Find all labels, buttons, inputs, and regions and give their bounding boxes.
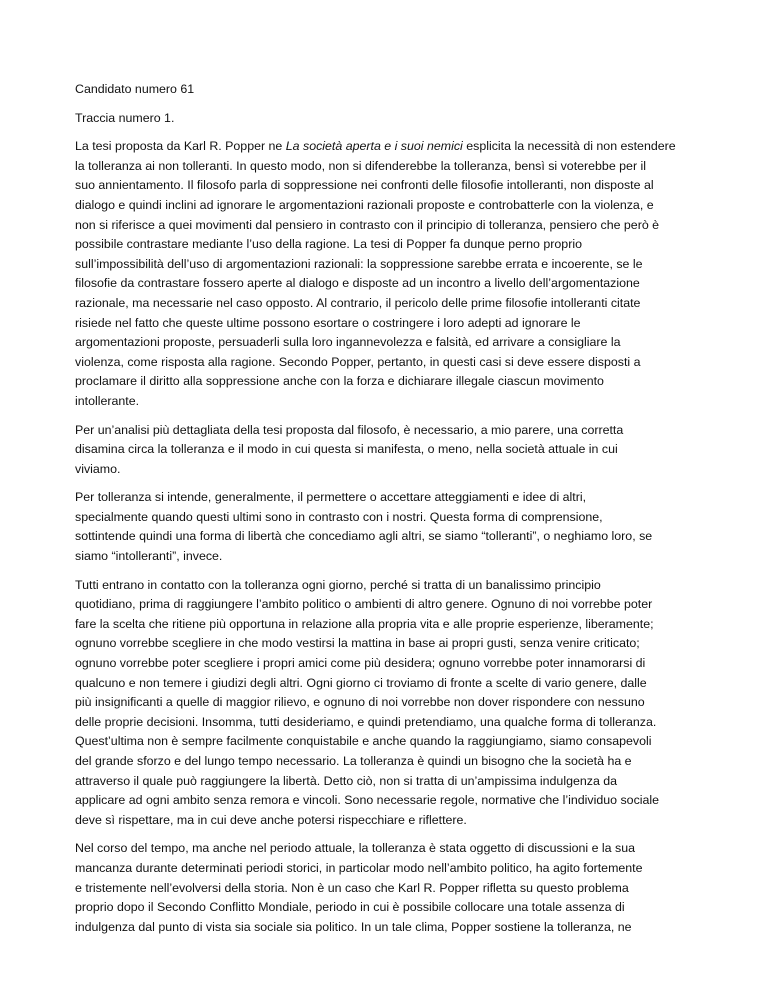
p5-line-4: proprio dopo il Secondo Conflitto Mondiale, periodo in cui è possibile collocare una totale assenza di bbox=[75, 900, 625, 915]
p1-line-13: proclamare il diritto alla soppressione anche con la forza e dichiarare illegale ciascun movimento bbox=[75, 374, 604, 389]
p4-line-10: del grande sforzo e del lungo tempo necessario. La tolleranza è quindi un bisogno che la società ha e bbox=[75, 754, 632, 768]
p5-line-5: indulgenza dal punto di vista sia sociale sia politico. In un tale clima, Popper sostiene la tolleranza, ne bbox=[75, 919, 632, 934]
p3-line-2: specialmente quando questi ultimi sono in contrasto con i nostri. Questa forma di comprensione, bbox=[75, 509, 603, 524]
p1-line-12: violenza, come risposta alla ragione. Secondo Popper, pertanto, in questi casi si deve essere disposti a bbox=[75, 354, 641, 369]
p3-line-3: sottintende quindi una forma di libertà che concediamo agli altri, se siamo “tolleranti”, o neghiamo loro, se bbox=[75, 529, 653, 544]
p2-line-2: disamina circa la tolleranza e il modo in cui questa si manifesta, o meno, nella società attuale in cui bbox=[75, 442, 618, 457]
p4-line-7: più insignificanti a quelle di maggior rilievo, e ognuno di noi vorrebbe non dover rispondere con nessuno bbox=[75, 695, 645, 710]
p5-line-1: Nel corso del tempo, ma anche nel periodo attuale, la tolleranza è stata oggetto di discussioni e la sua bbox=[75, 841, 635, 856]
p5-line-3: e tristemente nell’evolversi della storia. Non è un caso che Karl R. Popper rifletta su questo problema bbox=[75, 880, 629, 895]
p4-line-4: ognuno vorrebbe scegliere in che modo vestirsi la mattina in base ai propri gusti, senza venire criticato; bbox=[75, 636, 640, 651]
p1-line-1-end: esplicita la necessità di non estendere bbox=[462, 139, 676, 154]
paragraph-3 bbox=[75, 488, 695, 566]
p1-line-2: la tolleranza ai non tolleranti. In questo modo, non si difenderebbe la tolleranza, bensì si voterebbe per il bbox=[75, 158, 647, 173]
paragraph-1 bbox=[75, 137, 695, 411]
candidate-text: Candidato numero 61 bbox=[75, 82, 195, 96]
p4-line-6: qualcuno e non temere i giudizi degli altri. Ogni giorno ci troviamo di fronte a scelte di vario genere, dalle bbox=[75, 675, 647, 690]
p1-line-3: suo annientamento. Il filosofo parla di soppressione nei confronti delle filosofie intolleranti, non disposte al bbox=[75, 178, 654, 193]
p4-line-13: deve sì rispettare, ma in cui deve anche potersi rispecchiare e riflettere. bbox=[75, 812, 467, 827]
p4-line-9: Quest’ultima non è sempre facilmente conquistabile e anche quando la raggiungiamo, siamo consapevoli bbox=[75, 734, 652, 749]
candidate-number bbox=[75, 80, 695, 100]
p4-line-3: fare la scelta che ritiene più opportuna in relazione alla propria vita e alle proprie esperienze, liberamente; bbox=[75, 616, 654, 631]
p4-line-2: quotidiano, prima di raggiungere l’ambito politico o ambienti di altro genere. Ognuno di noi vorrebbe poter bbox=[75, 597, 653, 612]
p3-line-1: Per tolleranza si intende, generalmente, il permettere o accettare atteggiamenti e idee di altri, bbox=[75, 490, 587, 505]
trace-text: Traccia numero 1. bbox=[75, 110, 175, 125]
p1-line-4: dialogo e quindi inclini ad ignorare le argomentazioni razionali proposte e controbatterle con la violenza, e bbox=[75, 197, 654, 212]
paragraph-5 bbox=[75, 839, 695, 937]
p5-line-2: mancanza durante determinati periodi storici, in particolar modo nell’ambito politico, ha agito fortemente bbox=[75, 860, 643, 875]
paragraph-4 bbox=[75, 576, 695, 831]
p1-line-7: sull’impossibilità dell’uso di argomentazioni razionali: la soppressione sarebbe errata e incoerente, se le bbox=[75, 256, 643, 271]
p1-line-5: non si riferisce a quei movimenti dal pensiero in contrasto con il principio di tolleranza, pensiero che però è bbox=[75, 217, 660, 232]
p1-line-14: intollerante. bbox=[75, 393, 140, 408]
book-title: La società aperta e i suoi nemici bbox=[285, 139, 463, 154]
paragraph-2 bbox=[75, 421, 695, 480]
p2-line-1: Per un’analisi più dettagliata della tesi proposta dal filosofo, è necessario, a mio parere, una corretta bbox=[75, 422, 624, 437]
trace-number bbox=[75, 109, 695, 129]
p1-line-11: argomentazioni proposte, persuaderli sulla loro ingannevolezza e falsità, ed arrivare a consigliare la bbox=[75, 335, 621, 350]
p1-line-1-start: La tesi proposta da Karl R. Popper ne bbox=[75, 139, 286, 154]
p3-line-4: siamo “intolleranti”, invece. bbox=[75, 549, 223, 564]
p1-line-9: razionale, ma necessarie nel caso opposto. Al contrario, il pericolo delle prime filosofie intolleranti citate bbox=[75, 295, 641, 310]
p4-line-5: ognuno vorrebbe poter scegliere i propri amici come più desidera; ognuno vorrebbe poter innamorarsi di bbox=[75, 656, 646, 671]
p4-line-11: attraverso il quale può raggiungere la libertà. Detto ciò, non si tratta di un’ampissima indulgenza da bbox=[75, 773, 618, 788]
p1-line-8: filosofie da contrastare fossero aperte al dialogo e disposte ad un incontro a livello dell’argomentazione bbox=[75, 276, 640, 291]
p2-line-3: viviamo. bbox=[75, 461, 121, 476]
essay-body bbox=[75, 80, 695, 946]
p1-line-6: possibile contrastare mediante l’uso della ragione. La tesi di Popper fa dunque perno proprio bbox=[75, 237, 582, 252]
p4-line-12: applicare ad ogni ambito senza remora e vincoli. Sono necessarie regole, normative che l’individuo sociale bbox=[75, 793, 660, 808]
p1-line-1 bbox=[75, 137, 695, 157]
p4-line-8: delle proprie decisioni. Insomma, tutti desideriamo, e quindi pretendiamo, una qualche forma di tolleranza. bbox=[75, 714, 657, 729]
p1-line-10: risiede nel fatto che queste ultime possono esortare o costringere i loro adepti ad ignorare le bbox=[75, 315, 581, 330]
p4-line-1: Tutti entrano in contatto con la tolleranza ogni giorno, perché si tratta di un banalissimo principio bbox=[75, 577, 601, 592]
